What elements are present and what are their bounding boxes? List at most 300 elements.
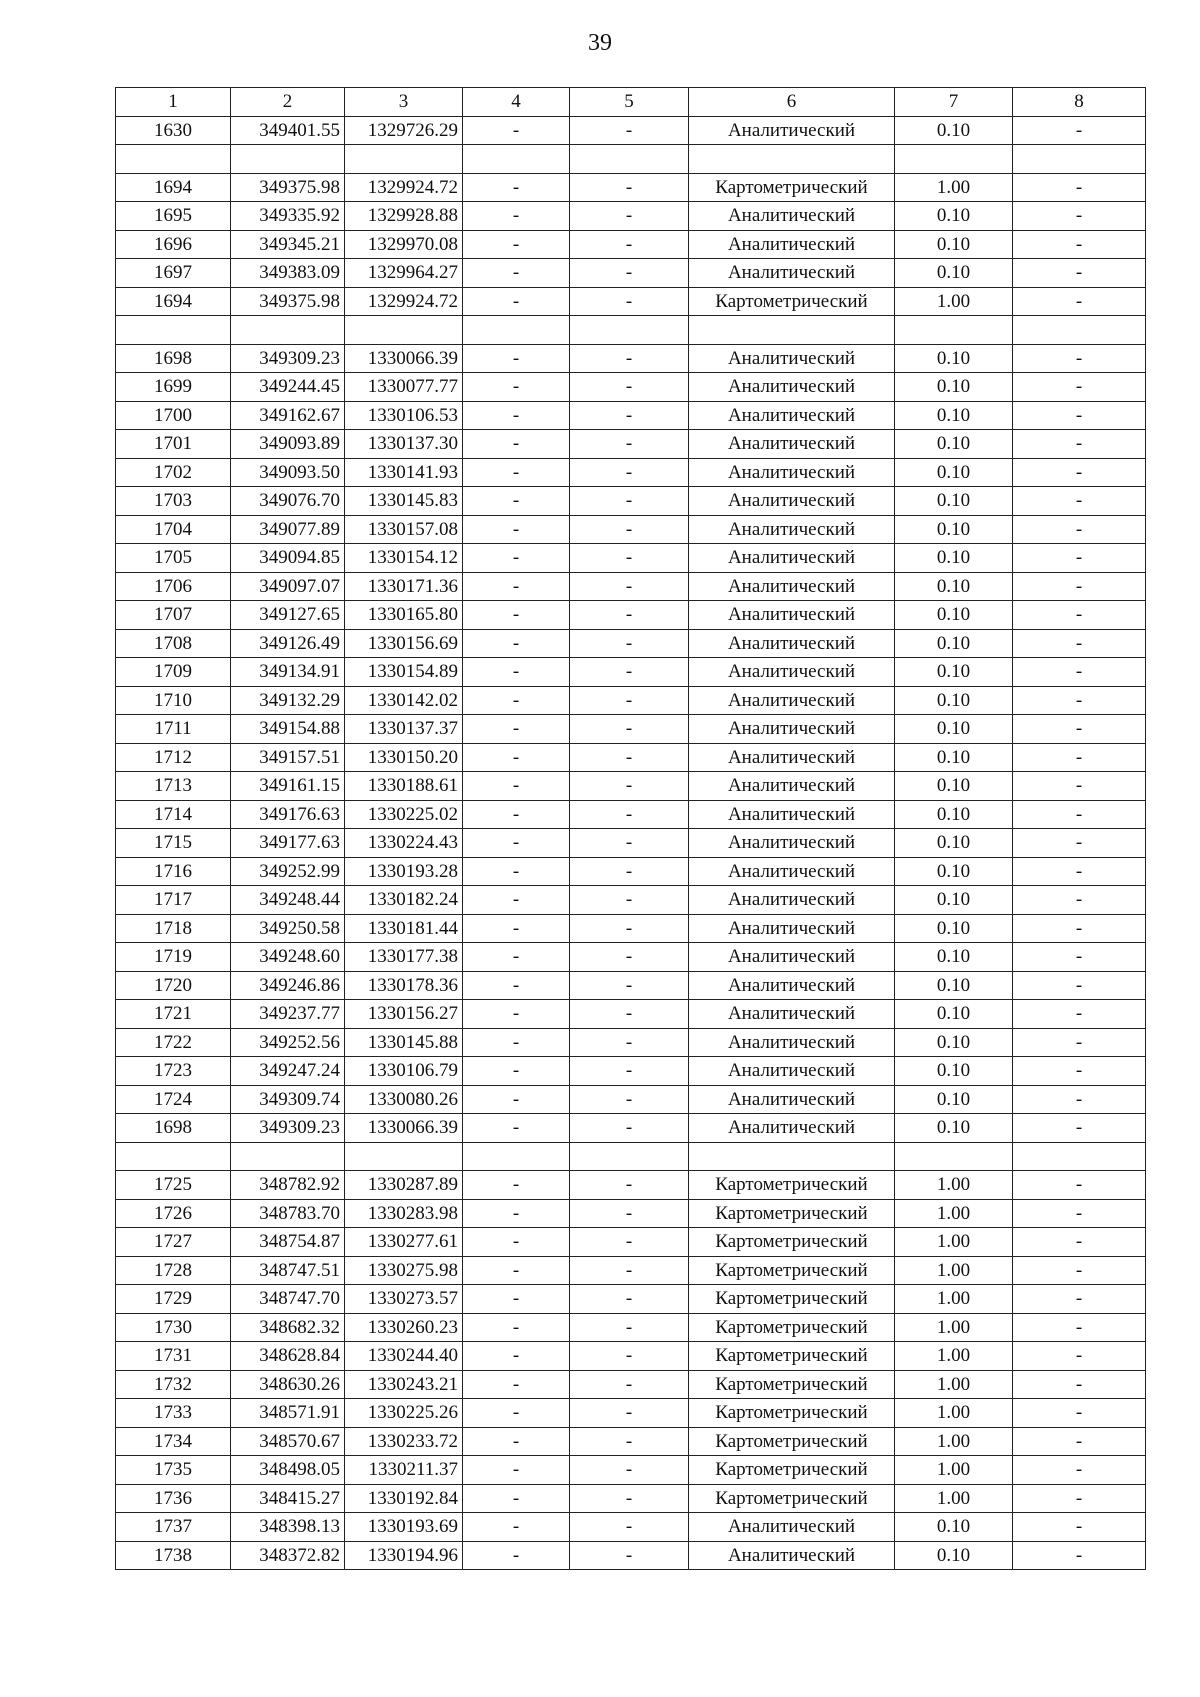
col-8-cell — [1013, 316, 1146, 345]
coord-y-cell: 1330106.53 — [345, 401, 463, 430]
col-5-cell: - — [570, 743, 689, 772]
col-8-cell: - — [1013, 1456, 1146, 1485]
col-4-cell: - — [463, 772, 570, 801]
method-cell: Аналитический — [689, 572, 895, 601]
col-5-cell: - — [570, 487, 689, 516]
coord-x-cell: 348570.67 — [231, 1427, 345, 1456]
col-8-cell: - — [1013, 1342, 1146, 1371]
point-number-cell: 1727 — [116, 1228, 231, 1257]
col-8-cell: - — [1013, 259, 1146, 288]
table-row — [116, 259, 1146, 288]
point-number-cell: 1701 — [116, 430, 231, 459]
col-5-cell: - — [570, 230, 689, 259]
accuracy-cell: 0.10 — [895, 1085, 1013, 1114]
coord-y-cell: 1330188.61 — [345, 772, 463, 801]
col-8-cell: - — [1013, 202, 1146, 231]
col-8-cell: - — [1013, 515, 1146, 544]
table-row — [116, 344, 1146, 373]
accuracy-cell: 0.10 — [895, 344, 1013, 373]
method-cell: Аналитический — [689, 971, 895, 1000]
col-4-cell: - — [463, 1000, 570, 1029]
method-cell: Аналитический — [689, 344, 895, 373]
col-5-cell: - — [570, 800, 689, 829]
col-8-cell: - — [1013, 1513, 1146, 1542]
point-number-cell: 1716 — [116, 857, 231, 886]
coord-x-cell: 349237.77 — [231, 1000, 345, 1029]
point-number-cell: 1731 — [116, 1342, 231, 1371]
col-4-cell: - — [463, 515, 570, 544]
col-8-cell: - — [1013, 1171, 1146, 1200]
point-number-cell: 1738 — [116, 1541, 231, 1570]
method-cell: Аналитический — [689, 259, 895, 288]
method-cell: Аналитический — [689, 458, 895, 487]
col-8-cell: - — [1013, 1028, 1146, 1057]
col-8-cell: - — [1013, 857, 1146, 886]
method-cell: Аналитический — [689, 1513, 895, 1542]
table-row — [116, 686, 1146, 715]
coord-y-cell: 1330106.79 — [345, 1057, 463, 1086]
accuracy-cell: 1.00 — [895, 1285, 1013, 1314]
table-row — [116, 914, 1146, 943]
coord-y-cell: 1329928.88 — [345, 202, 463, 231]
point-number-cell: 1715 — [116, 829, 231, 858]
col-5-cell: - — [570, 1427, 689, 1456]
coord-y-cell: 1330177.38 — [345, 943, 463, 972]
coord-x-cell: 348783.70 — [231, 1199, 345, 1228]
point-number-cell: 1728 — [116, 1256, 231, 1285]
point-number-cell: 1723 — [116, 1057, 231, 1086]
col-4-cell — [463, 1142, 570, 1171]
col-4-cell: - — [463, 715, 570, 744]
point-number-cell: 1694 — [116, 287, 231, 316]
coord-x-cell: 349161.15 — [231, 772, 345, 801]
point-number-cell: 1713 — [116, 772, 231, 801]
coord-x-cell: 349176.63 — [231, 800, 345, 829]
col-8-cell: - — [1013, 1427, 1146, 1456]
coord-y-cell: 1330260.23 — [345, 1313, 463, 1342]
col-5-cell: - — [570, 715, 689, 744]
col-4-cell: - — [463, 1114, 570, 1143]
table-row — [116, 743, 1146, 772]
table-row — [116, 1370, 1146, 1399]
accuracy-cell: 1.00 — [895, 1399, 1013, 1428]
method-cell: Аналитический — [689, 401, 895, 430]
col-5-cell: - — [570, 1342, 689, 1371]
coord-y-cell: 1330283.98 — [345, 1199, 463, 1228]
point-number-cell: 1696 — [116, 230, 231, 259]
table-row — [116, 1484, 1146, 1513]
col-8-cell — [1013, 1142, 1146, 1171]
coord-y-cell: 1330243.21 — [345, 1370, 463, 1399]
method-cell: Аналитический — [689, 1028, 895, 1057]
method-cell: Аналитический — [689, 686, 895, 715]
method-cell: Картометрический — [689, 1484, 895, 1513]
coord-x-cell: 349248.60 — [231, 943, 345, 972]
accuracy-cell: 1.00 — [895, 1370, 1013, 1399]
col-4-cell: - — [463, 259, 570, 288]
coord-x-cell: 348571.91 — [231, 1399, 345, 1428]
point-number-cell: 1712 — [116, 743, 231, 772]
table-row — [116, 544, 1146, 573]
method-cell: Картометрический — [689, 1427, 895, 1456]
accuracy-cell: 1.00 — [895, 1456, 1013, 1485]
accuracy-cell: 1.00 — [895, 1484, 1013, 1513]
col-4-cell: - — [463, 1085, 570, 1114]
coord-y-cell: 1329924.72 — [345, 173, 463, 202]
coord-y-cell: 1330275.98 — [345, 1256, 463, 1285]
method-cell: Картометрический — [689, 1256, 895, 1285]
method-cell: Аналитический — [689, 914, 895, 943]
col-4-cell: - — [463, 829, 570, 858]
point-number-cell: 1705 — [116, 544, 231, 573]
method-cell: Картометрический — [689, 1285, 895, 1314]
coord-y-cell: 1330154.89 — [345, 658, 463, 687]
col-8-cell: - — [1013, 1228, 1146, 1257]
coord-x-cell: 349134.91 — [231, 658, 345, 687]
col-5-cell: - — [570, 259, 689, 288]
method-cell: Картометрический — [689, 287, 895, 316]
point-number-cell: 1734 — [116, 1427, 231, 1456]
coord-x-cell: 349094.85 — [231, 544, 345, 573]
method-cell: Аналитический — [689, 829, 895, 858]
col-4-cell: - — [463, 1484, 570, 1513]
table-row — [116, 1541, 1146, 1570]
col-5-cell: - — [570, 1028, 689, 1057]
coord-y-cell — [345, 1142, 463, 1171]
method-cell: Аналитический — [689, 943, 895, 972]
col-4-cell: - — [463, 1171, 570, 1200]
coord-y-cell: 1330287.89 — [345, 1171, 463, 1200]
table-row — [116, 829, 1146, 858]
coord-y-cell: 1330192.84 — [345, 1484, 463, 1513]
point-number-cell: 1733 — [116, 1399, 231, 1428]
coord-y-cell: 1330211.37 — [345, 1456, 463, 1485]
coord-x-cell: 349132.29 — [231, 686, 345, 715]
col-8-cell: - — [1013, 800, 1146, 829]
col-4-cell — [463, 145, 570, 174]
coord-x-cell: 349335.92 — [231, 202, 345, 231]
point-number-cell: 1707 — [116, 601, 231, 630]
col-8-cell: - — [1013, 544, 1146, 573]
accuracy-cell: 1.00 — [895, 173, 1013, 202]
col-5-cell: - — [570, 572, 689, 601]
col-5-cell: - — [570, 173, 689, 202]
col-5-cell — [570, 1142, 689, 1171]
column-header-1: 1 — [116, 88, 231, 117]
col-5-cell: - — [570, 1370, 689, 1399]
col-4-cell: - — [463, 1541, 570, 1570]
col-8-cell: - — [1013, 1313, 1146, 1342]
coord-y-cell: 1329726.29 — [345, 116, 463, 145]
coord-y-cell: 1330225.26 — [345, 1399, 463, 1428]
col-5-cell: - — [570, 971, 689, 1000]
col-8-cell: - — [1013, 116, 1146, 145]
col-5-cell: - — [570, 829, 689, 858]
col-8-cell: - — [1013, 1114, 1146, 1143]
table-row — [116, 1228, 1146, 1257]
col-8-cell: - — [1013, 1256, 1146, 1285]
separator-row — [116, 316, 1146, 345]
accuracy-cell: 0.10 — [895, 1513, 1013, 1542]
table-row — [116, 373, 1146, 402]
table-row — [116, 800, 1146, 829]
coord-y-cell: 1330142.02 — [345, 686, 463, 715]
col-5-cell: - — [570, 1228, 689, 1257]
col-5-cell: - — [570, 1256, 689, 1285]
method-cell: Аналитический — [689, 430, 895, 459]
col-4-cell: - — [463, 1370, 570, 1399]
page-number: 39 — [588, 30, 612, 56]
point-number-cell: 1726 — [116, 1199, 231, 1228]
col-8-cell: - — [1013, 287, 1146, 316]
table-row — [116, 487, 1146, 516]
accuracy-cell: 0.10 — [895, 544, 1013, 573]
coord-x-cell: 349375.98 — [231, 287, 345, 316]
accuracy-cell: 1.00 — [895, 1427, 1013, 1456]
accuracy-cell — [895, 145, 1013, 174]
col-5-cell: - — [570, 686, 689, 715]
coord-x-cell: 348682.32 — [231, 1313, 345, 1342]
col-4-cell: - — [463, 601, 570, 630]
col-8-cell: - — [1013, 629, 1146, 658]
col-8-cell — [1013, 145, 1146, 174]
accuracy-cell: 0.10 — [895, 487, 1013, 516]
point-number-cell — [116, 316, 231, 345]
coord-y-cell: 1330181.44 — [345, 914, 463, 943]
point-number-cell: 1698 — [116, 1114, 231, 1143]
point-number-cell: 1732 — [116, 1370, 231, 1399]
point-number-cell: 1717 — [116, 886, 231, 915]
col-5-cell: - — [570, 344, 689, 373]
table-row — [116, 572, 1146, 601]
accuracy-cell: 0.10 — [895, 458, 1013, 487]
col-4-cell: - — [463, 344, 570, 373]
coord-x-cell: 348747.51 — [231, 1256, 345, 1285]
col-5-cell: - — [570, 1057, 689, 1086]
col-4-cell: - — [463, 487, 570, 516]
method-cell — [689, 1142, 895, 1171]
col-5-cell: - — [570, 544, 689, 573]
table-row — [116, 173, 1146, 202]
coord-y-cell: 1330277.61 — [345, 1228, 463, 1257]
col-4-cell: - — [463, 686, 570, 715]
accuracy-cell: 0.10 — [895, 829, 1013, 858]
coord-x-cell: 348372.82 — [231, 1541, 345, 1570]
col-8-cell: - — [1013, 1541, 1146, 1570]
col-4-cell: - — [463, 173, 570, 202]
method-cell: Картометрический — [689, 1456, 895, 1485]
coord-x-cell: 349093.89 — [231, 430, 345, 459]
col-8-cell: - — [1013, 458, 1146, 487]
point-number-cell: 1697 — [116, 259, 231, 288]
col-5-cell: - — [570, 1456, 689, 1485]
col-8-cell: - — [1013, 430, 1146, 459]
point-number-cell: 1737 — [116, 1513, 231, 1542]
coord-y-cell: 1330244.40 — [345, 1342, 463, 1371]
column-header-7: 7 — [895, 88, 1013, 117]
coord-y-cell: 1330157.08 — [345, 515, 463, 544]
accuracy-cell: 0.10 — [895, 914, 1013, 943]
table-row — [116, 230, 1146, 259]
accuracy-cell: 0.10 — [895, 230, 1013, 259]
coord-x-cell: 349248.44 — [231, 886, 345, 915]
col-5-cell — [570, 145, 689, 174]
accuracy-cell: 0.10 — [895, 259, 1013, 288]
col-4-cell: - — [463, 658, 570, 687]
accuracy-cell: 0.10 — [895, 116, 1013, 145]
accuracy-cell: 0.10 — [895, 1057, 1013, 1086]
coord-x-cell: 349309.74 — [231, 1085, 345, 1114]
coord-x-cell: 349345.21 — [231, 230, 345, 259]
coord-x-cell: 349154.88 — [231, 715, 345, 744]
col-4-cell: - — [463, 857, 570, 886]
point-number-cell: 1695 — [116, 202, 231, 231]
method-cell: Картометрический — [689, 1171, 895, 1200]
accuracy-cell: 1.00 — [895, 1313, 1013, 1342]
coord-y-cell: 1330150.20 — [345, 743, 463, 772]
col-4-cell: - — [463, 1456, 570, 1485]
col-8-cell: - — [1013, 1057, 1146, 1086]
table-row — [116, 1085, 1146, 1114]
table-row — [116, 1000, 1146, 1029]
col-5-cell: - — [570, 116, 689, 145]
table-row — [116, 287, 1146, 316]
coord-x-cell: 349077.89 — [231, 515, 345, 544]
point-number-cell: 1718 — [116, 914, 231, 943]
accuracy-cell: 0.10 — [895, 943, 1013, 972]
table-row — [116, 1285, 1146, 1314]
coord-x-cell — [231, 316, 345, 345]
col-4-cell: - — [463, 544, 570, 573]
col-5-cell: - — [570, 515, 689, 544]
col-8-cell: - — [1013, 743, 1146, 772]
separator-row — [116, 1142, 1146, 1171]
table-row — [116, 515, 1146, 544]
method-cell — [689, 145, 895, 174]
column-header-3: 3 — [345, 88, 463, 117]
coord-y-cell — [345, 316, 463, 345]
col-5-cell: - — [570, 1171, 689, 1200]
accuracy-cell — [895, 316, 1013, 345]
accuracy-cell: 0.10 — [895, 515, 1013, 544]
col-8-cell: - — [1013, 1199, 1146, 1228]
accuracy-cell: 0.10 — [895, 1000, 1013, 1029]
col-4-cell: - — [463, 1313, 570, 1342]
method-cell: Картометрический — [689, 173, 895, 202]
col-8-cell: - — [1013, 373, 1146, 402]
point-number-cell: 1699 — [116, 373, 231, 402]
col-5-cell: - — [570, 1085, 689, 1114]
table-row — [116, 401, 1146, 430]
col-5-cell: - — [570, 1399, 689, 1428]
accuracy-cell: 1.00 — [895, 1199, 1013, 1228]
table-row — [116, 971, 1146, 1000]
coord-y-cell — [345, 145, 463, 174]
table-row — [116, 715, 1146, 744]
method-cell: Аналитический — [689, 1114, 895, 1143]
coord-y-cell: 1330171.36 — [345, 572, 463, 601]
method-cell: Аналитический — [689, 1541, 895, 1570]
coord-y-cell: 1330145.83 — [345, 487, 463, 516]
col-4-cell: - — [463, 572, 570, 601]
col-8-cell: - — [1013, 173, 1146, 202]
table-body — [116, 116, 1146, 1570]
point-number-cell: 1721 — [116, 1000, 231, 1029]
table-row — [116, 1513, 1146, 1542]
method-cell: Аналитический — [689, 601, 895, 630]
coord-x-cell: 348628.84 — [231, 1342, 345, 1371]
col-8-cell: - — [1013, 1399, 1146, 1428]
accuracy-cell: 0.10 — [895, 202, 1013, 231]
col-4-cell: - — [463, 1427, 570, 1456]
accuracy-cell: 0.10 — [895, 430, 1013, 459]
col-8-cell: - — [1013, 829, 1146, 858]
method-cell: Аналитический — [689, 487, 895, 516]
coord-x-cell: 349093.50 — [231, 458, 345, 487]
coord-y-cell: 1329970.08 — [345, 230, 463, 259]
col-5-cell: - — [570, 430, 689, 459]
coord-x-cell: 349309.23 — [231, 1114, 345, 1143]
table-row — [116, 1342, 1146, 1371]
coord-x-cell: 349309.23 — [231, 344, 345, 373]
col-8-cell: - — [1013, 487, 1146, 516]
column-header-6: 6 — [689, 88, 895, 117]
coord-x-cell: 348747.70 — [231, 1285, 345, 1314]
col-4-cell: - — [463, 1057, 570, 1086]
table-row — [116, 1028, 1146, 1057]
col-4-cell: - — [463, 800, 570, 829]
col-4-cell: - — [463, 629, 570, 658]
accuracy-cell: 0.10 — [895, 772, 1013, 801]
accuracy-cell: 0.10 — [895, 629, 1013, 658]
accuracy-cell: 0.10 — [895, 800, 1013, 829]
accuracy-cell: 0.10 — [895, 401, 1013, 430]
col-8-cell: - — [1013, 772, 1146, 801]
table-row — [116, 1427, 1146, 1456]
col-8-cell: - — [1013, 1484, 1146, 1513]
point-number-cell: 1711 — [116, 715, 231, 744]
coord-x-cell: 349252.99 — [231, 857, 345, 886]
accuracy-cell: 0.10 — [895, 857, 1013, 886]
point-number-cell: 1694 — [116, 173, 231, 202]
point-number-cell: 1714 — [116, 800, 231, 829]
col-8-cell: - — [1013, 1000, 1146, 1029]
separator-row — [116, 145, 1146, 174]
coord-y-cell: 1329924.72 — [345, 287, 463, 316]
col-4-cell: - — [463, 1028, 570, 1057]
accuracy-cell: 0.10 — [895, 886, 1013, 915]
coord-y-cell: 1330194.96 — [345, 1541, 463, 1570]
column-header-2: 2 — [231, 88, 345, 117]
accuracy-cell: 0.10 — [895, 1028, 1013, 1057]
table-row — [116, 1171, 1146, 1200]
point-number-cell: 1724 — [116, 1085, 231, 1114]
point-number-cell: 1710 — [116, 686, 231, 715]
accuracy-cell: 0.10 — [895, 715, 1013, 744]
col-5-cell: - — [570, 401, 689, 430]
col-8-cell: - — [1013, 601, 1146, 630]
coord-x-cell: 349252.56 — [231, 1028, 345, 1057]
coord-y-cell: 1330225.02 — [345, 800, 463, 829]
table-row — [116, 1456, 1146, 1485]
table-row — [116, 1199, 1146, 1228]
accuracy-cell: 1.00 — [895, 1171, 1013, 1200]
coord-x-cell: 348415.27 — [231, 1484, 345, 1513]
point-number-cell: 1704 — [116, 515, 231, 544]
method-cell: Картометрический — [689, 1313, 895, 1342]
col-8-cell: - — [1013, 401, 1146, 430]
accuracy-cell: 0.10 — [895, 743, 1013, 772]
